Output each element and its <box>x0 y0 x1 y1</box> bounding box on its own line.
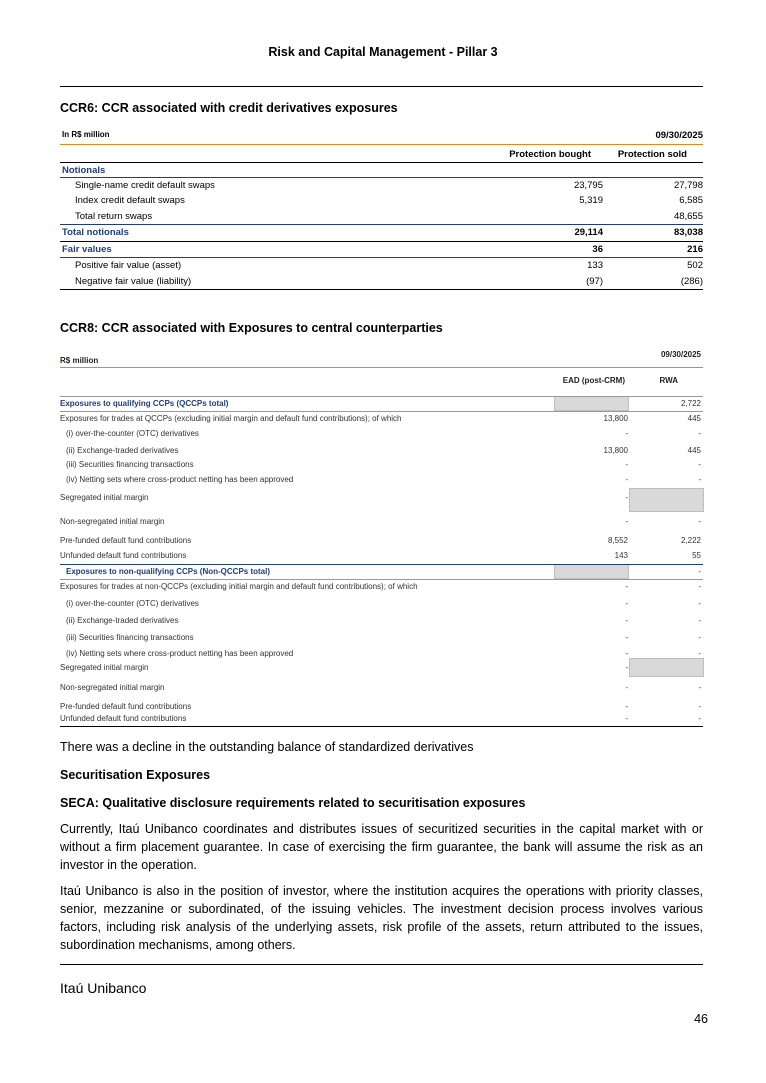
table-cell: - <box>698 460 701 469</box>
table-cell: - <box>698 683 701 692</box>
table-cell: - <box>625 683 628 692</box>
ccr6-title: CCR6: CCR associated with credit derivatives exposures <box>60 101 398 115</box>
seca-heading: SECA: Qualitative disclosure requirements related to securitisation exposures <box>60 796 526 810</box>
table-cell: - <box>698 599 701 608</box>
table-cell: 36 <box>592 243 603 255</box>
table-cell: 143 <box>614 551 628 560</box>
total-notionals-label: Total notionals <box>62 227 129 238</box>
ccr6-col-bought: Protection bought <box>509 148 591 160</box>
table-cell: - <box>625 714 628 723</box>
table-cell: - <box>625 460 628 469</box>
table-cell: 29,114 <box>574 227 603 238</box>
table-row-label: (ii) Exchange-traded derivatives <box>66 616 179 625</box>
table-cell: 216 <box>687 243 703 255</box>
table-cell: (97) <box>586 275 603 287</box>
securitisation-heading: Securitisation Exposures <box>60 768 211 782</box>
ccr8-col-rwa: RWA <box>659 376 678 385</box>
table-cell: - <box>625 475 628 484</box>
table-row-label: Single-name credit default swaps <box>75 179 215 191</box>
table-row-label: Negative fair value (liability) <box>75 275 192 287</box>
table-row-label: Index credit default swaps <box>75 195 185 206</box>
table-cell: - <box>625 493 628 502</box>
table-row-label: Total return swaps <box>75 210 153 222</box>
table-row-label: (iv) Netting sets where cross-product netting has been approved <box>66 475 294 484</box>
table-row-label: Exposures to non-qualifying CCPs (Non-QCCPs total) <box>66 567 271 576</box>
table-cell: - <box>698 517 701 526</box>
table-row-label: Segregated initial margin <box>60 493 149 502</box>
table-cell: - <box>625 429 628 438</box>
header-divider <box>60 86 703 87</box>
footer-divider <box>60 964 703 965</box>
table-cell: - <box>625 582 628 591</box>
ccr6-date: 09/30/2025 <box>655 130 703 141</box>
table-cell: 55 <box>692 551 701 560</box>
table-row-label: (i) over-the-counter (OTC) derivatives <box>66 429 199 438</box>
table-cell: 133 <box>587 260 603 271</box>
table-row-label: Segregated initial margin <box>60 663 149 672</box>
ccr6-unit: In R$ million <box>62 130 110 139</box>
table-cell: - <box>698 475 701 484</box>
table-cell: (286) <box>680 275 703 287</box>
table-cell: - <box>698 649 701 658</box>
ccr8-title: CCR8: CCR associated with Exposures to central counterparties <box>60 321 443 335</box>
table-row-label: (iii) Securities financing transactions <box>66 460 194 469</box>
table-row-label: Exposures for trades at non-QCCPs (excluding initial margin and default fund contributions); of which <box>60 582 418 591</box>
table-cell: - <box>625 616 628 625</box>
table-cell: 2,722 <box>680 399 701 408</box>
table-cell: - <box>698 702 701 711</box>
table-cell: - <box>625 663 628 672</box>
table-row-label: Exposures to qualifying CCPs (QCCPs total) <box>60 399 229 408</box>
table-cell: - <box>625 633 628 642</box>
notionals-label: Notionals <box>62 164 106 176</box>
table-row-label: Positive fair value (asset) <box>75 260 182 271</box>
table-cell: 445 <box>687 446 701 455</box>
ccr6-table <box>60 128 703 290</box>
ccr8-date: 09/30/2025 <box>660 350 701 359</box>
table-cell: - <box>698 582 701 591</box>
table-cell: 48,655 <box>673 210 703 222</box>
table-cell: - <box>698 714 701 723</box>
table-row-label: (iv) Netting sets where cross-product netting has been approved <box>66 649 294 658</box>
table-cell: 502 <box>687 260 703 271</box>
paragraph-1: Currently, Itaú Unibanco coordinates and distributes issues of securitized securities in the capital market with or without a firm placement guarantee. In case of exercising the firm guarantee, the bank will assume the risk as an investor in the operation. <box>60 822 703 872</box>
table-cell: 83,038 <box>673 227 703 238</box>
table-row-label: (iii) Securities financing transactions <box>66 633 194 642</box>
table-cell: - <box>698 429 701 438</box>
table-row-label: Unfunded default fund contributions <box>60 714 187 723</box>
table-cell: 6,585 <box>679 195 703 206</box>
page-number: 46 <box>694 1012 708 1026</box>
decline-text: There was a decline in the outstanding balance of standardized derivatives <box>60 740 474 754</box>
ccr8-col-ead: EAD (post-CRM) <box>562 376 625 385</box>
ccr8-unit: R$ million <box>60 356 99 365</box>
table-cell: - <box>625 702 628 711</box>
paragraph-2: Itaú Unibanco is also in the position of investor, where the institution acquires the operations with priority classes, senior, mezzanine or subordinated, of the issuing vehicles. The investment decision process involves various factors, including risk analysis of the underlying assets, risk profile of the assets, return attributed to the issues, subordination mechanisms, among others. <box>60 884 703 952</box>
table-row-label: Exposures for trades at QCCPs (excluding initial margin and default fund contributions); of which <box>60 414 402 423</box>
table-row-label: (ii) Exchange-traded derivatives <box>66 446 179 455</box>
table-cell: 13,800 <box>603 414 628 423</box>
table-row-label: Pre-funded default fund contributions <box>60 702 192 711</box>
page-title: Risk and Capital Management - Pillar 3 <box>268 45 498 59</box>
footer-company: Itaú Unibanco <box>60 980 147 996</box>
table-cell: - <box>698 567 701 576</box>
table-cell: - <box>625 599 628 608</box>
table-cell: - <box>625 517 628 526</box>
table-cell: 5,319 <box>579 195 603 206</box>
table-row-label: (i) over-the-counter (OTC) derivatives <box>66 599 199 608</box>
table-cell: 13,800 <box>603 446 628 455</box>
table-cell: 27,798 <box>673 179 703 191</box>
table-cell: - <box>625 649 628 658</box>
table-cell: 8,552 <box>607 536 628 545</box>
table-cell: 2,222 <box>680 536 701 545</box>
table-row-label: Unfunded default fund contributions <box>60 551 187 560</box>
table-cell: 445 <box>687 414 701 423</box>
table-row-label: Non-segregated initial margin <box>60 517 165 526</box>
table-cell: - <box>698 616 701 625</box>
table-cell: 23,795 <box>573 179 603 191</box>
fair-values-label: Fair values <box>62 243 112 255</box>
ccr6-col-sold: Protection sold <box>617 148 687 160</box>
table-row-label: Pre-funded default fund contributions <box>60 536 192 545</box>
table-row-label: Non-segregated initial margin <box>60 683 165 692</box>
table-cell: - <box>698 633 701 642</box>
